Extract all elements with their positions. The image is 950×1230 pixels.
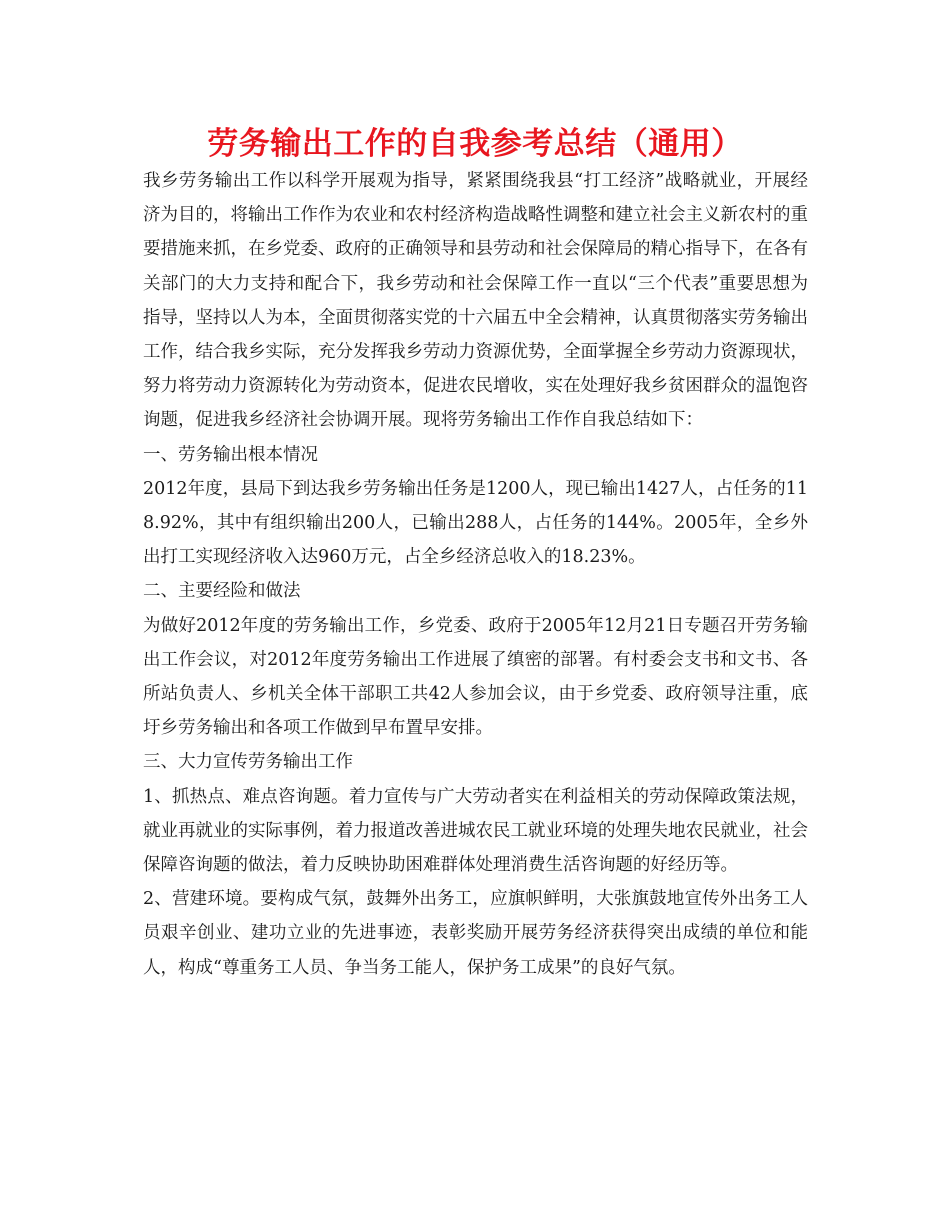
section-2-paragraph: 为做好2012年度的劳务输出工作，乡党委、政府于2005年12月21日专题召开劳务输出工作会议，对2012年度劳务输出工作进展了缜密的部署。有村委会支书和文书、各所站负责人、乡机关全体干部职工共42人参加会议，由于乡党委、政府领导注重，底圩乡劳务输出和各项工作做到早布置早安排。 xyxy=(143,615,808,739)
section-3-item-2: 2、营建环境。要构成气氛，鼓舞外出务工，应旗帜鲜明，大张旗鼓地宣传外出务工人员艰辛创业、建功立业的先进事迹，表彰奖励开展劳务经济获得突出成绩的单位和能人，构成“尊重务工人员、争当务工能人，保护务工成果”的良好气氛。 xyxy=(143,889,808,978)
section-3-item-1: 1、抓热点、难点咨询题。着力宣传与广大劳动者实在利益相关的劳动保障政策法规，就业再就业的实际事例，着力报道改善进城农民工就业环境的处理失地农民就业，社会保障咨询题的做法，着力反映协助困难群体处理消费生活咨询题的好经历等。 xyxy=(143,786,808,876)
document-body xyxy=(143,164,808,985)
section-heading-3: 三、大力宣传劳务输出工作 xyxy=(143,752,353,773)
section-heading-1: 一、劳务输出根本情况 xyxy=(143,444,318,465)
section-heading-2: 二、主要经险和做法 xyxy=(143,581,301,602)
section-1-paragraph: 2012年度，县局下到达我乡劳务输出任务是1200人，现已输出1427人，占任务的118.92%，其中有组织输出200人，已输出288人，占任务的144%。2005年，全乡外出打工实现经济收入达960万元，占全乡经济总收入的18.23%。 xyxy=(143,478,808,568)
intro-paragraph: 我乡劳务输出工作以科学开展观为指导，紧紧围绕我县“打工经济”战略就业，开展经济为目的，将输出工作作为农业和农村经济构造战略性调整和建立社会主义新农村的重要措施来抓，在乡党委、政府的正确领导和县劳动和社会保障局的精心指导下，在各有关部门的大力支持和配合下，我乡劳动和社会保障工作一直以“三个代表”重要思想为指导，坚持以人为本，全面贯彻落实党的十六届五中全会精神，认真贯彻落实劳务输出工作，结合我乡实际，充分发挥我乡劳动力资源优势，全面掌握全乡劳动力资源现状，努力将劳动力资源转化为劳动资本，促进农民增收，实在处理好我乡贫困群众的温饱咨询题，促进我乡经济社会协调开展。现将劳务输出工作作自我总结如下： xyxy=(143,171,808,431)
document-title: 劳务输出工作的自我参考总结（通用） xyxy=(207,126,743,162)
